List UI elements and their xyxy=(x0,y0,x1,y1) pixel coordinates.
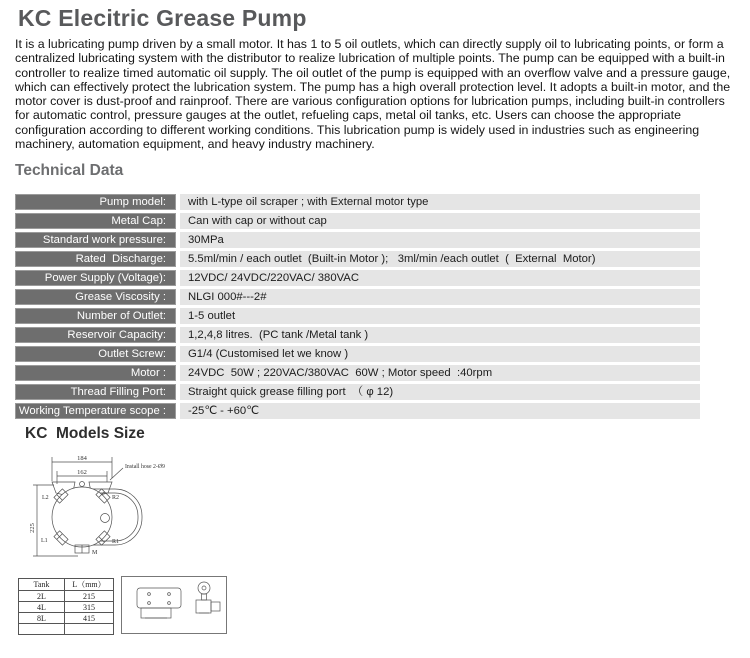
tech-label-rated-discharge: Rated Discharge: xyxy=(15,251,176,267)
tech-value-working-temperature: -25℃ - +60℃ xyxy=(180,403,700,419)
models-size-heading: KC Models Size xyxy=(25,425,145,442)
tank-cell: 4L xyxy=(19,602,65,613)
tech-value-thread-filling-port: Straight quick grease filling port （ φ 12) xyxy=(180,384,700,400)
port-label-r2: R2 xyxy=(112,495,120,501)
table-row xyxy=(15,213,700,229)
tank-table-row xyxy=(19,613,114,624)
tank-table-row xyxy=(19,602,114,613)
table-row xyxy=(15,308,700,324)
page-title: KC Elecitric Grease Pump xyxy=(18,5,307,31)
top-notch xyxy=(80,482,85,487)
tech-label-pump-model: Pump model: xyxy=(15,194,176,210)
tech-value-power-supply: 12VDC/ 24VDC/220VAC/ 380VAC xyxy=(180,270,700,286)
port-label-m: M xyxy=(92,550,98,556)
tech-label-outlet-screw: Outlet Screw: xyxy=(15,346,176,362)
tech-label-number-of-outlet: Number of Outlet: xyxy=(15,308,176,324)
install-hose-note: Install hose 2-Ø9 xyxy=(125,464,165,470)
length-cell: 415 xyxy=(65,613,114,624)
table-row xyxy=(15,232,700,248)
technical-data-table xyxy=(15,194,700,422)
tank-size-table xyxy=(18,578,114,635)
tech-value-rated-discharge: 5.5ml/min / each outlet (Built-in Motor ); 3ml/min /each outlet ( External Motor) xyxy=(180,251,700,267)
length-cell: 315 xyxy=(65,602,114,613)
length-col-header: L（mm） xyxy=(65,579,114,591)
dim-label-height: 225 xyxy=(29,523,36,533)
table-row xyxy=(15,251,700,267)
tech-label-work-pressure: Standard work pressure: xyxy=(15,232,176,248)
table-row xyxy=(15,270,700,286)
table-row xyxy=(15,194,700,210)
tech-label-metal-cap: Metal Cap: xyxy=(15,213,176,229)
tech-value-work-pressure: 30MPa xyxy=(180,232,700,248)
tech-value-pump-model: with L-type oil scraper ; with External motor type xyxy=(180,194,700,210)
tank-table-header-row xyxy=(19,579,114,591)
tech-label-motor: Motor : xyxy=(15,365,176,381)
tech-label-reservoir-capacity: Reservoir Capacity: xyxy=(15,327,176,343)
accessory-drawing-box xyxy=(121,576,227,634)
length-cell: 215 xyxy=(65,591,114,602)
port-label-l2: L2 xyxy=(42,495,49,501)
product-description: It is a lubricating pump driven by a small motor. It has 1 to 5 oil outlets, which can directly supply oil to lubricating points, or form a centralized lubricating system with the distributor to realize lubrication of multiple points. The pump can be equipped with a built-in controller to realize timed automatic oil supply. The oil outlet of the pump is equipped with an overflow valve and a pressure gauge, which can effectively protect the lubrication system. The pump has a high overall protection level. It adopts a built-in motor, and the motor cover is dust-proof and rainproof. There are various configuration options for lubrication pumps, including built-in controllers for automatic control, pressure gauges at the outlet, refueling caps, metal oil tanks, etc. Users can choose the appropriate configuration according to different working conditions. This lubrication pump is widely used in industries such as engineering machinery, automation equipment, and heavy industry machinery. xyxy=(15,37,731,152)
tank-col-header: Tank xyxy=(19,579,65,591)
pressure-gauge-drawing xyxy=(196,582,220,613)
tech-value-reservoir-capacity: 1,2,4,8 litres. (PC tank /Metal tank ) xyxy=(180,327,700,343)
tank-cell: 2L xyxy=(19,591,65,602)
tank-table-row xyxy=(19,624,114,635)
tech-label-thread-filling-port: Thread Filling Port: xyxy=(15,384,176,400)
fill-port-circle xyxy=(101,514,110,523)
tech-value-motor: 24VDC 50W ; 220VAC/380VAC 60W ; Motor speed :40rpm xyxy=(180,365,700,381)
length-cell xyxy=(65,624,114,635)
pump-base-drawing xyxy=(137,588,181,618)
technical-data-heading: Technical Data xyxy=(15,162,124,179)
port-label-l1: L1 xyxy=(41,538,48,544)
dim-label-inner-width: 162 xyxy=(77,469,87,476)
port-label-r1: R1 xyxy=(112,539,120,545)
table-row xyxy=(15,289,700,305)
table-row xyxy=(15,365,700,381)
tech-label-grease-viscosity: Grease Viscosity : xyxy=(15,289,176,305)
tech-label-working-temperature: Working Temperature scope : xyxy=(15,403,176,419)
tank-table-row xyxy=(19,591,114,602)
accessory-drawing xyxy=(122,577,226,633)
dim-label-outer-width: 184 xyxy=(77,455,87,462)
tech-value-number-of-outlet: 1-5 outlet xyxy=(180,308,700,324)
table-row xyxy=(15,346,700,362)
table-row xyxy=(15,403,700,419)
tech-value-outlet-screw: G1/4 (Customised let we know ) xyxy=(180,346,700,362)
tech-value-metal-cap: Can with cap or without cap xyxy=(180,213,700,229)
table-row xyxy=(15,327,700,343)
tech-label-power-supply: Power Supply (Voltage): xyxy=(15,270,176,286)
tech-value-grease-viscosity: NLGI 000#---2# xyxy=(180,289,700,305)
pump-top-view-drawing xyxy=(28,448,253,593)
tank-cell xyxy=(19,624,65,635)
tank-cell: 8L xyxy=(19,613,65,624)
table-row xyxy=(15,384,700,400)
